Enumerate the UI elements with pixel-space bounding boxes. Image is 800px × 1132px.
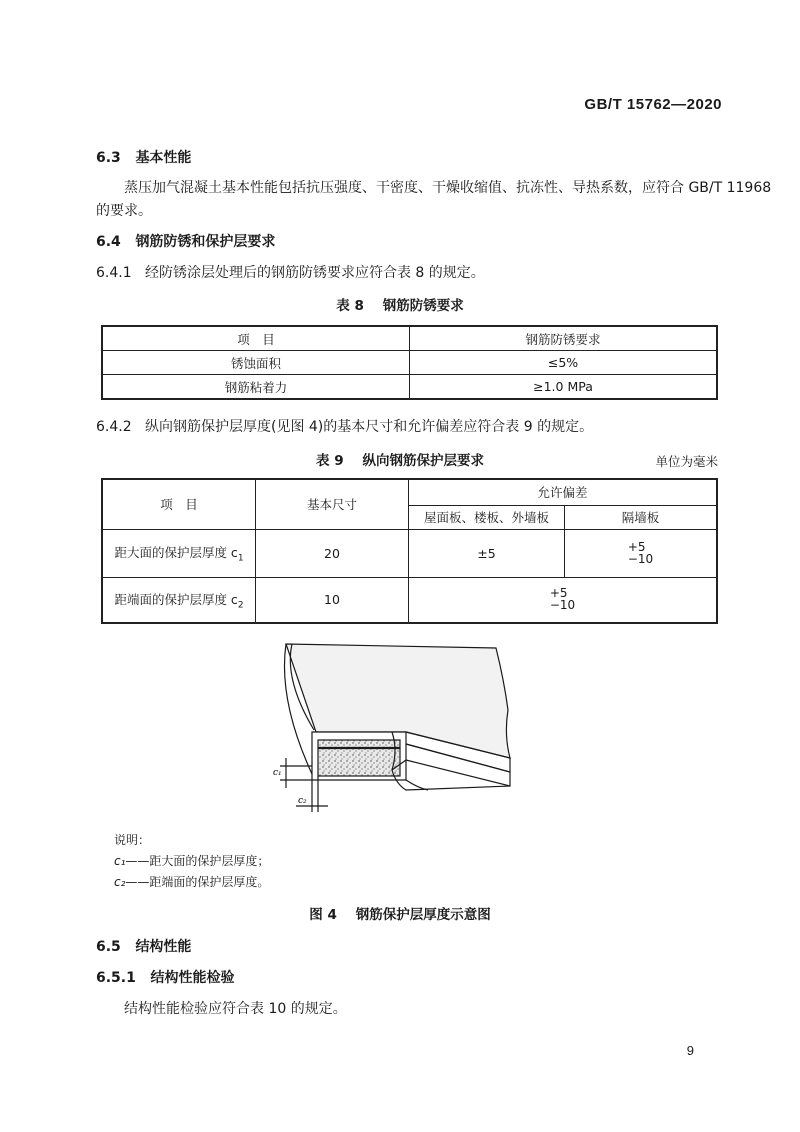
- section-6-5-1-paragraph: 结构性能检验应符合表 10 的规定。: [124, 1001, 347, 1017]
- table-title: 钢筋防锈要求: [382, 298, 464, 314]
- table-cell: 10: [256, 577, 409, 623]
- row-label: 距大面的保护层厚度 c: [114, 544, 238, 560]
- table-row: [102, 577, 717, 623]
- tolerance-stack: [628, 541, 653, 565]
- c1-label: c₁: [273, 768, 282, 778]
- table-header-cell: 钢筋防锈要求: [410, 326, 718, 351]
- note-symbol: c₂: [114, 875, 126, 889]
- table-number: 表 8: [336, 298, 364, 314]
- section-number: 6.3: [96, 150, 121, 166]
- section-title: 结构性能: [135, 939, 192, 955]
- clause-number: 6.4.1: [96, 265, 132, 281]
- clause-6-4-1: [96, 262, 485, 282]
- table-header-cell: 隔墙板: [565, 505, 718, 529]
- table-title: 纵向钢筋保护层要求: [362, 453, 484, 469]
- figure-note-2: [114, 873, 269, 890]
- tolerance-stack: [550, 587, 575, 611]
- table-cell: [102, 529, 256, 577]
- table-cell: [102, 577, 256, 623]
- figure-4-diagram: [268, 640, 548, 820]
- clause-text: 纵向钢筋保护层厚度(见图 4)的基本尺寸和允许偏差应符合表 9 的规定。: [144, 419, 594, 435]
- section-number: 6.5.1: [96, 970, 136, 986]
- subscript: 2: [237, 600, 244, 610]
- table-header-row: [102, 479, 717, 505]
- table-cell: [409, 577, 718, 623]
- table-cell: ≤5%: [410, 351, 718, 375]
- section-6-3-heading: [96, 147, 191, 167]
- table-row: [102, 375, 717, 400]
- subscript: 1: [237, 553, 244, 564]
- table-row: [102, 351, 717, 375]
- tolerance-upper: +5: [627, 539, 646, 554]
- section-title: 钢筋防锈和保护层要求: [135, 234, 276, 250]
- standard-code-header: GB/T 15762—2020: [584, 96, 722, 113]
- tolerance-lower: −10: [627, 551, 654, 566]
- section-6-3-paragraph-line2: 的要求。: [96, 203, 152, 219]
- table-number: 表 9: [316, 453, 344, 469]
- tolerance-lower: −10: [549, 598, 576, 613]
- figure-number: 图 4: [309, 907, 337, 923]
- table-header-cell: 项 目: [102, 479, 256, 529]
- note-text: ——距大面的保护层厚度；: [125, 854, 270, 868]
- section-6-4-heading: [96, 231, 275, 251]
- table-cell: 钢筋粘着力: [102, 375, 410, 400]
- table-8: [101, 325, 718, 400]
- clause-text: 经防锈涂层处理后的钢筋防锈要求应符合表 8 的规定。: [144, 265, 485, 281]
- table-row: [102, 529, 717, 577]
- table-header-cell: 屋面板、楼板、外墙板: [409, 505, 565, 529]
- section-6-3-paragraph-line1: 蒸压加气混凝土基本性能包括抗压强度、干密度、干燥收缩值、抗冻性、导热系数，应符合 GB/T 11968: [124, 180, 772, 196]
- table-cell: ±5: [409, 529, 565, 577]
- c2-label: c₂: [298, 796, 307, 806]
- section-6-5-1-heading: [96, 967, 235, 987]
- table-header-cell: 基本尺寸: [256, 479, 409, 529]
- table-cell: 20: [256, 529, 409, 577]
- table-header-row: [102, 326, 717, 351]
- figure-4-caption: [0, 903, 800, 923]
- clause-6-4-2: [96, 416, 593, 436]
- section-title: 基本性能: [135, 150, 192, 166]
- table-9-unit-note: 单位为毫米: [655, 454, 718, 469]
- note-symbol: c₁: [114, 854, 126, 868]
- table-header-cell: 项 目: [102, 326, 410, 351]
- section-number: 6.4: [96, 234, 121, 250]
- section-number: 6.5: [96, 939, 121, 955]
- row-label: 距端面的保护层厚度 c: [114, 591, 238, 607]
- figure-notes-title: 说明：: [114, 833, 151, 847]
- table-header-cell: 允许偏差: [409, 479, 718, 505]
- page-number: 9: [686, 1043, 694, 1058]
- note-text: ——距端面的保护层厚度。: [125, 875, 270, 889]
- section-6-5-heading: [96, 936, 191, 956]
- figure-title: 钢筋保护层厚度示意图: [355, 907, 491, 923]
- figure-note-1: [114, 852, 269, 869]
- table-cell: 锈蚀面积: [102, 351, 410, 375]
- section-title: 结构性能检验: [150, 970, 235, 986]
- table-9: [101, 478, 718, 624]
- table-8-caption: [0, 294, 800, 314]
- table-cell: ≥1.0 MPa: [410, 375, 718, 400]
- clause-number: 6.4.2: [96, 419, 132, 435]
- table-cell: [565, 529, 718, 577]
- tolerance-upper: +5: [549, 586, 568, 601]
